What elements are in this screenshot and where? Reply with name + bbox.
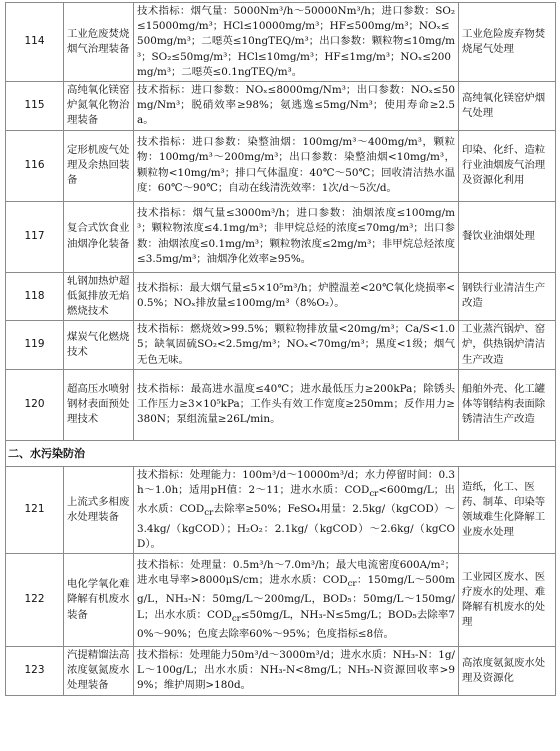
table-row <box>6 201 556 272</box>
equipment-name: 高纯氧化镁窑炉氮氧化物治理装备 <box>64 82 134 131</box>
table-row <box>6 369 556 440</box>
technical-spec: 技术指标：燃烧效>99.5%；颗粒物排放量<20mg/m³；Ca/S<1.05；缺氧固硫SO₂<2.5mg/m³；NOₓ<70mg/m³；黑度<1级；烟气无色无味。 <box>134 321 459 370</box>
table-row <box>6 647 556 696</box>
equipment-name: 超高压水喷射钢材表面预处理技术 <box>64 369 134 440</box>
technical-spec: 技术指标：处理能力：100m³/d～10000m³/d；水力停留时间：0.3h～1.0h；适用pH值：2～11；进水水质：$COD_{cr}<600mg/L$；出水水质：$COD_{cr}$去除率≥50%；FeSO₄用量：2.5kg/（kgCOD）～3.4kg/（kgCOD）；H₂O₂：2.1kg/（kgCOD）～2.6kg/（kgCOD）。 <box>134 466 459 553</box>
application-scope: 钢铁行业清洁生产改造 <box>459 272 556 321</box>
row-number: 118 <box>6 272 64 321</box>
application-scope: 工业危险废弃物焚烧尾气处理 <box>459 3 556 82</box>
technical-spec: 技术指标：进口参数：NOₓ≤8000mg/Nm³；出口参数：NOₓ≤50mg/Nm³；脱硝效率≥98%；氨逃逸≤5mg/Nm³；使用寿命≥2.5a。 <box>134 82 459 131</box>
application-scope: 餐饮业油烟处理 <box>459 201 556 272</box>
application-scope: 高纯氧化镁窑炉烟气处理 <box>459 82 556 131</box>
table-row <box>6 321 556 370</box>
table-row <box>6 3 556 82</box>
section-title: 二、水污染防治 <box>6 440 556 466</box>
row-number: 120 <box>6 369 64 440</box>
equipment-name: 复合式饮食业油烟净化装备 <box>64 201 134 272</box>
standards-table-document <box>5 2 555 696</box>
table-row <box>6 554 556 647</box>
section-header-row <box>6 440 556 466</box>
technical-spec: 技术指标：最高进水温度≤40℃；进水最低压力≥200kPa；除锈头工作压力≥3×10⁵kPa；工作头有效工作宽度≥250mm；反作用力≥380N；泵组流量≥26L/min。 <box>134 369 459 440</box>
row-number: 123 <box>6 647 64 696</box>
technical-spec: 技术指标：处理能力50m³/d～3000m³/d；进水水质：NH₃-N：1g/L～100g/L；出水水质：NH₃-N<8mg/L；NH₃-N资源回收率>99%；维护周期>180d。 <box>134 647 459 696</box>
row-number: 114 <box>6 3 64 82</box>
row-number: 115 <box>6 82 64 131</box>
equipment-table <box>5 2 556 696</box>
equipment-name: 汽提精馏法高浓度氨氮废水处理装备 <box>64 647 134 696</box>
technical-spec: 技术指标：烟气量：5000Nm³/h～50000Nm³/h；进口参数：SO₂≤15000mg/m³；HCl≤10000mg/m³；HF≤500mg/m³；NOₓ≤500mg/m³；二噁英≤10ngTEQ/m³；出口参数：颗粒物≤10mg/m³；SO₂≤50mg/m³；HCl≤10mg/m³；HF≤1mg/m³；NOₓ≤200mg/m³；二噁英≤0.1ngTEQ/m³。 <box>134 3 459 82</box>
technical-spec: 技术指标：进口参数：染整油烟：100mg/m³～400mg/m³，颗粒物：100mg/m³～200mg/m³；出口参数：染整油烟<10mg/m³，颗粒物<10mg/m³；排口气体温度：40℃～50℃；回收清洁热水温度：60℃～90℃；自动在线清洗效率：1次/d～5次/d。 <box>134 130 459 201</box>
row-number: 121 <box>6 466 64 553</box>
equipment-name: 煤炭气化燃烧技术 <box>64 321 134 370</box>
equipment-name: 工业危废焚烧烟气治理装备 <box>64 3 134 82</box>
row-number: 116 <box>6 130 64 201</box>
application-scope: 高浓度氨氮废水处理及资源化 <box>459 647 556 696</box>
application-scope: 造纸，化工、医药、制革、印染等领域难生化降解工业废水处理 <box>459 466 556 553</box>
table-row <box>6 272 556 321</box>
equipment-name: 电化学氧化难降解有机废水装备 <box>64 554 134 647</box>
technical-spec: 技术指标：处理量：0.5m³/h～7.0m³/h；最大电流密度600A/m²；进水电导率>8000μS/cm；进水水质：$COD_{cr}$：150mg/L～500mg/L，NH₃-N：50mg/L～200mg/L，BOD₅：50mg/L～150mg/L；出水水质：$COD_{cr}\le 50mg/L$，NH₃-N≤5mg/L；BOD₅去除率70%～90%；色度去除率60%～95%；色度指标≤8倍。 <box>134 554 459 647</box>
table-row <box>6 130 556 201</box>
equipment-name: 定形机废气处理及余热回装备 <box>64 130 134 201</box>
row-number: 119 <box>6 321 64 370</box>
technical-spec: 技术指标：最大烟气量≤5×10⁵m³/h；炉膛温差<20℃氧化烧损率<0.5%；NOₓ排放量≤100mg/m³（8%O₂）。 <box>134 272 459 321</box>
row-number: 117 <box>6 201 64 272</box>
technical-spec: 技术指标：烟气量≤3000m³/h；进口参数：油烟浓度≤100mg/m³；颗粒物浓度≤4.1mg/m³；非甲烷总烃的浓度≤70mg/m³；出口参数：油烟浓度≤0.1mg/m³；颗粒物浓度≤2mg/m³；非甲烷总烃浓度≤3.5mg/m³；油烟净化效率≥95%。 <box>134 201 459 272</box>
application-scope: 工业蒸汽锅炉、窑炉，供热锅炉清洁生产改造 <box>459 321 556 370</box>
equipment-name: 上流式多相废水处理装备 <box>64 466 134 553</box>
table-row <box>6 466 556 553</box>
table-row <box>6 82 556 131</box>
row-number: 122 <box>6 554 64 647</box>
application-scope: 船舶外壳、化工罐体等钢结构表面除锈清洁生产改造 <box>459 369 556 440</box>
equipment-name: 轧钢加热炉超低氮排放无焰燃烧技术 <box>64 272 134 321</box>
application-scope: 印染、化纤、造粒行业油烟废气治理及资源化利用 <box>459 130 556 201</box>
application-scope: 工业园区废水、医疗废水的处理、难降解有机废水的处理 <box>459 554 556 647</box>
